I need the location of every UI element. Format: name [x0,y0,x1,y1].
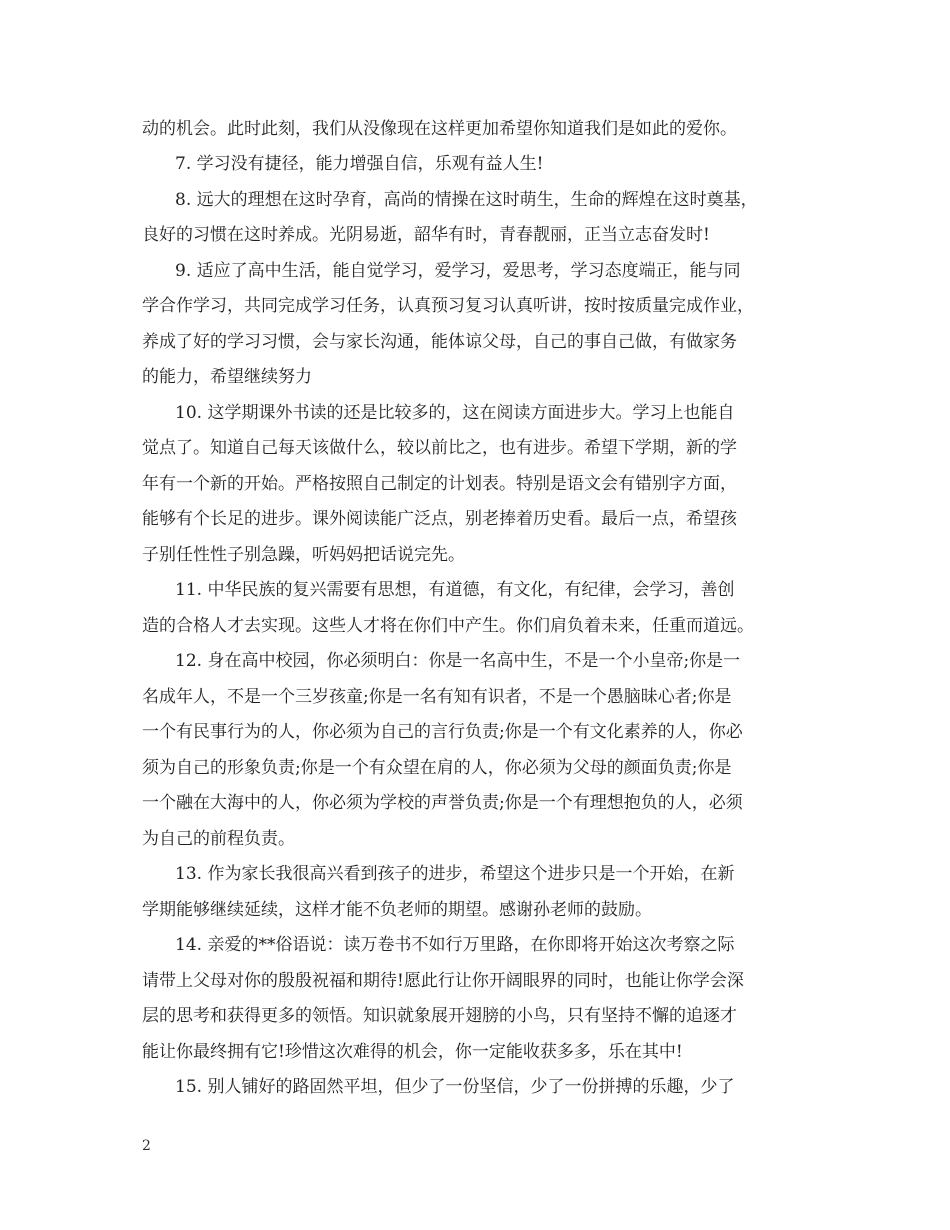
paragraph-line: 学合作学习，共同完成学习任务，认真预习复习认真听讲，按时按质量完成作业， [142,296,754,316]
paragraph-line: 觉点了。知道自己每天该做什么，较以前比之，也有进步。希望下学期，新的学 [142,438,737,458]
paragraph-line: 名成年人，不是一个三岁孩童;你是一名有知有识者，不是一个愚脑昧心者;你是 [142,687,732,707]
paragraph-line: 的能力，希望继续努力 [142,367,312,387]
paragraph-line: 11. 中华民族的复兴需要有思想，有道德，有文化，有纪律，会学习，善创 [175,580,735,600]
paragraph-line: 子别任性性子别急躁，听妈妈把话说完先。 [142,545,465,565]
paragraph-line: 年有一个新的开始。严格按照自己制定的计划表。特别是语文会有错别字方面， [142,474,737,494]
paragraph-line: 动的机会。此时此刻，我们从没像现在这样更加希望你知道我们是如此的爱你。 [142,119,737,139]
paragraph-line: 养成了好的学习习惯，会与家长沟通，能体谅父母，自己的事自己做，有做家务 [142,332,737,352]
paragraph-line: 7. 学习没有捷径，能力增强自信，乐观有益人生! [175,154,544,174]
page-number: 2 [142,1138,151,1154]
paragraph-line: 12. 身在高中校园，你必须明白：你是一名高中生，不是一个小皇帝;你是一 [175,651,741,671]
paragraph-line: 9. 适应了高中生活，能自觉学习，爱学习，爱思考，学习态度端正，能与同 [175,261,741,281]
paragraph-line: 须为自己的形象负责;你是一个有众望在肩的人，你必须为父母的颜面负责;你是 [142,758,732,778]
paragraph-line: 15. 别人铺好的路固然平坦，但少了一份坚信，少了一份拼搏的乐趣，少了 [175,1077,735,1097]
paragraph-line: 层的思考和获得更多的领悟。知识就象展开翅膀的小鸟，只有坚持不懈的追逐才 [142,1006,737,1026]
paragraph-line: 能让你最终拥有它!珍惜这次难得的机会，你一定能收获多多，乐在其中! [142,1042,683,1062]
paragraph-line: 一个有民事行为的人，你必须为自己的言行负责;你是一个有文化素养的人，你必 [142,722,743,742]
paragraph-line: 良好的习惯在这时养成。光阴易逝，韶华有时，青春靓丽，正当立志奋发时! [142,225,710,245]
paragraph-line: 为自己的前程负责。 [142,829,295,849]
paragraph-line: 13. 作为家长我很高兴看到孩子的进步，希望这个进步只是一个开始，在新 [175,864,735,884]
paragraph-line: 能够有个长足的进步。课外阅读能广泛点，别老捧着历史看。最后一点，希望孩 [142,509,737,529]
paragraph-line: 请带上父母对你的殷殷祝福和期待!愿此行让你开阔眼界的同时，也能让你学会深 [142,971,744,991]
paragraph-line: 14. 亲爱的**俗语说：读万卷书不如行万里路，在你即将开始这次考察之际 [175,935,735,955]
paragraph-line: 造的合格人才去实现。这些人才将在你们中产生。你们肩负着未来，任重而道远。 [142,616,754,636]
paragraph-line: 学期能够继续延续，这样才能不负老师的期望。感谢孙老师的鼓励。 [142,900,652,920]
paragraph-line: 一个融在大海中的人，你必须为学校的声誉负责;你是一个有理想抱负的人，必须 [142,793,743,813]
paragraph-line: 8. 远大的理想在这时孕育，高尚的情操在这时萌生，生命的辉煌在这时奠基， [175,190,758,210]
paragraph-line: 10. 这学期课外书读的还是比较多的，这在阅读方面进步大。学习上也能自 [175,403,735,423]
